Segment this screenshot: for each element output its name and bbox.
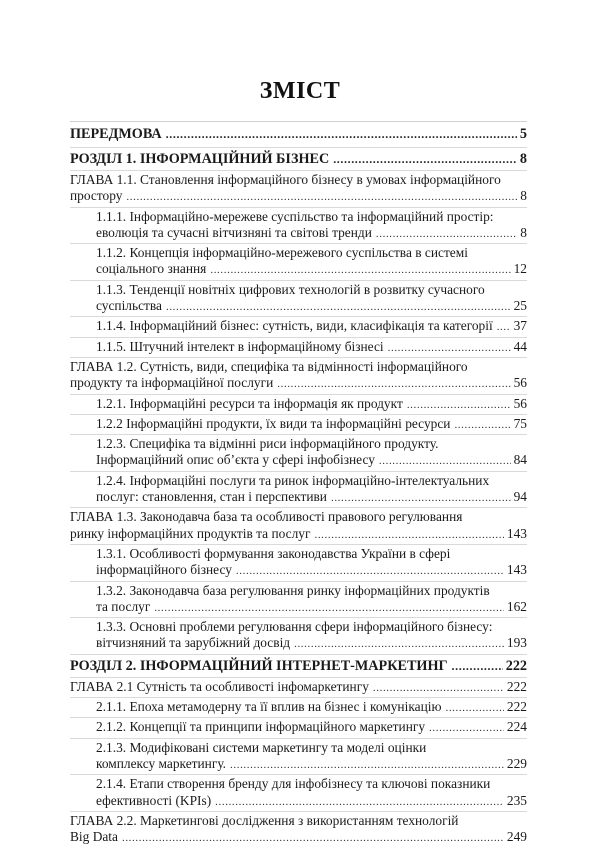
toc-entry-title-line: Інформаційний опис об’єкта у сфері інфобізнесу bbox=[96, 452, 375, 468]
toc-entry-last-line bbox=[96, 298, 527, 315]
toc-entry-section[interactable] bbox=[70, 147, 527, 170]
dot-leader bbox=[429, 720, 504, 736]
dot-leader bbox=[210, 262, 510, 278]
toc-entry-title-line: 2.1.3. Модифіковані системи маркетингу та моделі оцінки bbox=[96, 739, 427, 755]
page-number: 143 bbox=[506, 562, 527, 578]
toc-entry-title-line: вітчизняний та зарубіжний досвід bbox=[96, 635, 291, 651]
toc-entry-sub[interactable] bbox=[70, 337, 527, 357]
dot-leader bbox=[230, 757, 504, 773]
toc-entry-title-line: ГЛАВА 1.3. Законодавча база та особливості правового регулювання bbox=[70, 509, 463, 525]
toc-entry-title-line: ГЛАВА 2.2. Маркетингові дослідження з використанням технологій bbox=[70, 812, 459, 828]
dot-leader bbox=[126, 189, 517, 205]
toc-entry-chapter[interactable] bbox=[70, 357, 527, 394]
toc-entry-sub[interactable] bbox=[70, 207, 527, 244]
toc-entry-title-line: 2.1.4. Етапи створення бренду для інфобізнесу та ключові показники bbox=[96, 776, 491, 792]
page-number: 8 bbox=[520, 224, 527, 240]
dot-leader bbox=[294, 636, 504, 652]
toc-entry-last-line bbox=[96, 699, 527, 716]
page-number: 222 bbox=[506, 699, 527, 715]
toc-entry-title-line: ПЕРЕДМОВА bbox=[70, 126, 162, 142]
toc-entry-title-line: 1.2.1. Інформаційні ресурси та інформація як продукт bbox=[96, 395, 403, 411]
dot-leader bbox=[373, 680, 504, 696]
page-number: 75 bbox=[513, 415, 527, 431]
page-number: 235 bbox=[506, 792, 527, 808]
page-number: 5 bbox=[519, 126, 527, 142]
toc-entry-title-line: та послуг bbox=[96, 598, 151, 614]
toc-entry-title-line: 1.3.1. Особливості формування законодавства України в сфері bbox=[96, 545, 451, 561]
toc-entry-last-line bbox=[70, 375, 527, 392]
toc-entry-last-line bbox=[96, 719, 527, 736]
toc-entry-title-line: ГЛАВА 1.2. Сутність, види, специфіка та відмінності інформаційного bbox=[70, 358, 468, 374]
toc-entry-title-line: Big Data bbox=[70, 829, 118, 845]
toc-entry-title-line: соціального знання bbox=[96, 261, 207, 277]
toc-entry-title-line: простору bbox=[70, 188, 123, 204]
page-number: 8 bbox=[519, 151, 527, 167]
dot-leader bbox=[166, 125, 517, 144]
toc-entry-chapter[interactable] bbox=[70, 677, 527, 697]
toc-entry-title-line: РОЗДІЛ 1. ІНФОРМАЦІЙНИЙ БІЗНЕС bbox=[70, 151, 330, 167]
toc-entry-last-line bbox=[70, 125, 527, 144]
toc-entry-last-line bbox=[70, 679, 527, 696]
page-number: 25 bbox=[513, 298, 527, 314]
toc-entry-title-line: ринку інформаційних продуктів та послуг bbox=[70, 525, 311, 541]
toc-entry-sub[interactable] bbox=[70, 544, 527, 581]
toc-entry-last-line bbox=[96, 489, 527, 506]
toc-entry-title-line: ГЛАВА 1.1. Становлення інформаційного бізнесу в умовах інформаційного bbox=[70, 172, 501, 187]
page-title: ЗМІСТ bbox=[259, 78, 341, 104]
toc-entry-last-line bbox=[96, 452, 527, 469]
toc-entry-sub[interactable] bbox=[70, 617, 527, 654]
page-number: 222 bbox=[505, 657, 527, 674]
toc-entry-last-line bbox=[96, 562, 527, 579]
page-number: 249 bbox=[506, 829, 527, 845]
toc-entry-title-line: інформаційного бізнесу bbox=[96, 562, 232, 578]
dot-leader bbox=[166, 299, 511, 315]
dot-leader bbox=[497, 319, 511, 335]
dot-leader bbox=[445, 700, 503, 716]
toc-entry-last-line bbox=[96, 225, 527, 242]
page-number: 37 bbox=[513, 318, 527, 334]
table-of-contents bbox=[70, 121, 527, 847]
toc-entry-section[interactable] bbox=[70, 121, 527, 147]
toc-entry-last-line bbox=[96, 396, 527, 413]
dot-leader bbox=[236, 563, 504, 579]
toc-entry-last-line bbox=[96, 599, 527, 616]
toc-entry-title-line: 2.1.1. Епоха метамодерну та її вплив на бізнес і комунікацію bbox=[96, 699, 442, 715]
toc-entry-title-line: 1.2.4. Інформаційні послуги та ринок інформаційно-інтелектуальних bbox=[96, 472, 490, 488]
toc-entry-last-line bbox=[96, 318, 527, 335]
toc-entry-last-line bbox=[70, 829, 527, 846]
dot-leader bbox=[379, 453, 511, 469]
page-number: 84 bbox=[513, 452, 527, 468]
toc-entry-last-line bbox=[96, 261, 527, 278]
dot-leader bbox=[314, 527, 503, 543]
page-number: 162 bbox=[506, 598, 527, 614]
toc-entry-title-line: 1.1.1. Інформаційно-мережеве суспільство та інформаційний простір: bbox=[96, 208, 494, 224]
toc-entry-last-line bbox=[70, 150, 527, 169]
toc-entry-title-line: ГЛАВА 2.1 Сутність та особливості інфомаркетингу bbox=[70, 678, 369, 694]
toc-entry-chapter[interactable] bbox=[70, 811, 527, 848]
dot-leader bbox=[388, 340, 511, 356]
page-number: 224 bbox=[506, 719, 527, 735]
toc-entry-chapter[interactable] bbox=[70, 507, 527, 544]
toc-entry-last-line bbox=[70, 526, 527, 543]
page-number: 8 bbox=[520, 188, 527, 204]
dot-leader bbox=[452, 657, 503, 676]
dot-leader bbox=[122, 830, 504, 846]
toc-entry-title-line: РОЗДІЛ 2. ІНФОРМАЦІЙНИЙ ІНТЕРНЕТ-МАРКЕТИНГ bbox=[70, 657, 448, 674]
page-number: 56 bbox=[513, 395, 527, 411]
page-number: 12 bbox=[513, 261, 527, 277]
toc-entry-title-line: послуг: становлення, стан і перспективи bbox=[96, 489, 327, 505]
toc-entry-last-line bbox=[70, 657, 527, 676]
toc-entry-last-line bbox=[96, 635, 527, 652]
toc-entry-sub[interactable] bbox=[70, 774, 527, 811]
page-number: 193 bbox=[506, 635, 527, 651]
toc-entry-title-line: 1.2.2 Інформаційні продукти, їх види та інформаційні ресурси bbox=[96, 415, 451, 431]
toc-entry-section[interactable] bbox=[70, 654, 527, 677]
toc-entry-sub[interactable] bbox=[70, 434, 527, 471]
dot-leader bbox=[277, 376, 510, 392]
toc-entry-title-line: 1.3.2. Законодавча база регулювання ринку інформаційних продуктів bbox=[96, 582, 490, 598]
toc-entry-title-line: 1.1.5. Штучний інтелект в інформаційному бізнесі bbox=[96, 338, 384, 354]
toc-entry-title-line: 1.1.4. Інформаційний бізнес: сутність, види, класифікація та категорії bbox=[96, 318, 493, 334]
toc-entry-sub[interactable] bbox=[70, 738, 527, 775]
page-number: 229 bbox=[506, 755, 527, 771]
dot-leader bbox=[154, 600, 504, 616]
toc-entry-title-line: 1.1.2. Концепція інформаційно-мережевого суспільства в системі bbox=[96, 245, 468, 261]
toc-entry-sub[interactable] bbox=[70, 243, 527, 280]
page-number: 56 bbox=[513, 375, 527, 391]
dot-leader bbox=[333, 150, 517, 169]
toc-entry-title-line: 1.2.3. Специфіка та відмінні риси інформаційного продукту. bbox=[96, 436, 439, 452]
toc-entry-sub[interactable] bbox=[70, 414, 527, 434]
toc-entry-sub[interactable] bbox=[70, 717, 527, 737]
dot-leader bbox=[215, 794, 504, 810]
toc-entry-title-line: 2.1.2. Концепції та принципи інформаційного маркетингу bbox=[96, 719, 426, 735]
dot-leader bbox=[407, 397, 511, 413]
page-number: 222 bbox=[506, 678, 527, 694]
dot-leader bbox=[331, 490, 511, 506]
toc-entry-title-line: 1.1.3. Тенденції новітніх цифрових технологій в розвитку сучасного bbox=[96, 281, 485, 297]
toc-entry-chapter[interactable] bbox=[70, 170, 527, 207]
toc-entry-title-line: комплексу маркетингу. bbox=[96, 755, 227, 771]
toc-entry-sub[interactable] bbox=[70, 280, 527, 317]
toc-entry-sub[interactable] bbox=[70, 697, 527, 717]
toc-entry-sub[interactable] bbox=[70, 471, 527, 508]
toc-entry-last-line bbox=[96, 339, 527, 356]
dot-leader bbox=[376, 226, 517, 242]
dot-leader bbox=[454, 417, 510, 433]
toc-entry-sub[interactable] bbox=[70, 316, 527, 336]
toc-entry-sub[interactable] bbox=[70, 581, 527, 618]
toc-entry-last-line bbox=[70, 188, 527, 205]
page-number: 143 bbox=[506, 525, 527, 541]
toc-entry-title-line: 1.3.3. Основні проблеми регулювання сфери інформаційного бізнесу: bbox=[96, 619, 493, 635]
page-number: 44 bbox=[513, 338, 527, 354]
toc-entry-last-line bbox=[96, 793, 527, 810]
toc-entry-title-line: еволюція та сучасні вітчизняні та світові тренди bbox=[96, 224, 372, 240]
toc-entry-title-line: суспільства bbox=[96, 298, 162, 314]
page-number: 94 bbox=[513, 489, 527, 505]
toc-entry-title-line: ефективності (KPIs) bbox=[96, 792, 212, 808]
toc-entry-last-line bbox=[96, 416, 527, 433]
toc-entry-title-line: продукту та інформаційної послуги bbox=[70, 375, 274, 391]
toc-entry-sub[interactable] bbox=[70, 394, 527, 414]
toc-entry-last-line bbox=[96, 756, 527, 773]
